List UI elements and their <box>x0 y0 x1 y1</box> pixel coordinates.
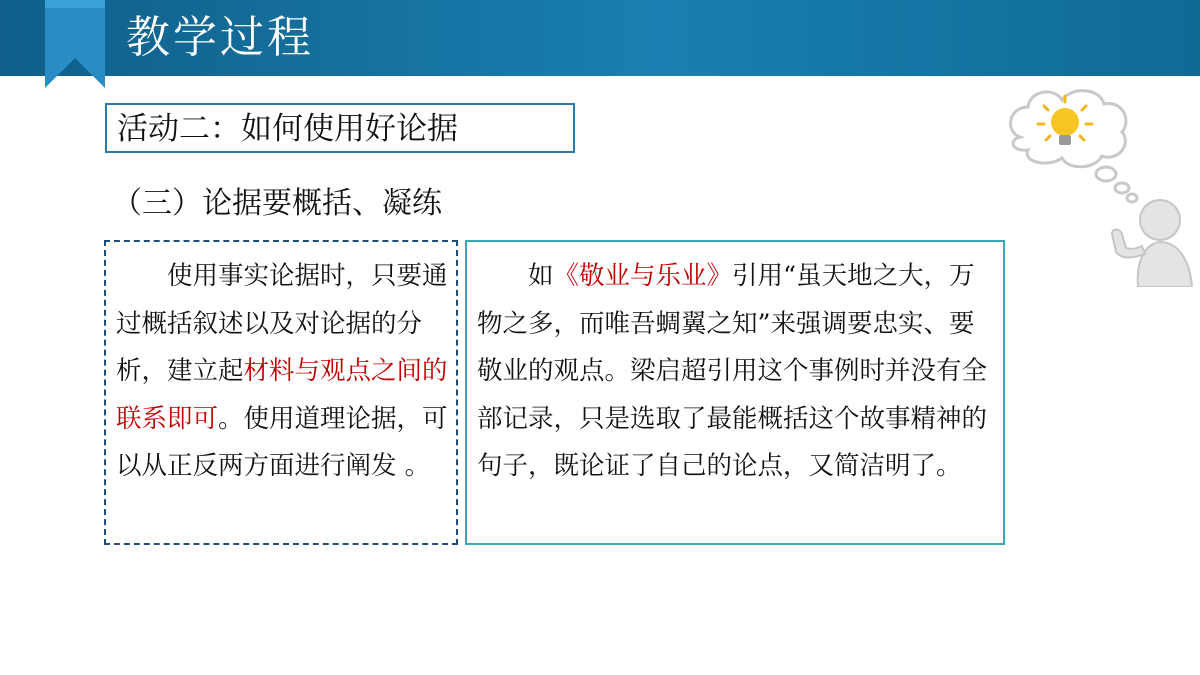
section-subtitle: （三）论据要概括、凝练 <box>112 186 442 221</box>
left-card-highlight: 材料与观点之间的联系即可 <box>116 356 448 434</box>
left-card-text: 使用事实论据时，只要通过概括叙述以及对论据的分析，建立起 <box>116 261 448 386</box>
activity-box <box>105 103 575 153</box>
bookmark-ribbon-icon <box>45 0 105 88</box>
activity-label: 活动二：如何使用好论据 <box>117 111 458 147</box>
right-card-paragraph <box>477 253 995 491</box>
right-card-highlight: 《敬业与乐业》 <box>553 261 733 291</box>
thinking-person-lightbulb-icon <box>1000 82 1200 287</box>
left-card-text-end: 。使用道理论据，可以从正反两方面进行阐发 。 <box>116 403 448 481</box>
right-card-text-end: 引用“虽天地之大，万物之多，而唯吾蜩翼之知”来强调要忠实、要敬业的观点。梁启超引用这个事例时并没有全部记录，只是选取了最能概括这个故事精神的句子，既论证了自己的论点，又简洁明了。 <box>477 261 988 481</box>
page-title: 教学过程 <box>126 12 314 63</box>
right-card <box>465 240 1005 545</box>
right-card-text: 如 <box>528 261 554 291</box>
left-card <box>104 240 458 545</box>
left-card-paragraph <box>116 253 449 491</box>
header-bar <box>0 0 1200 76</box>
